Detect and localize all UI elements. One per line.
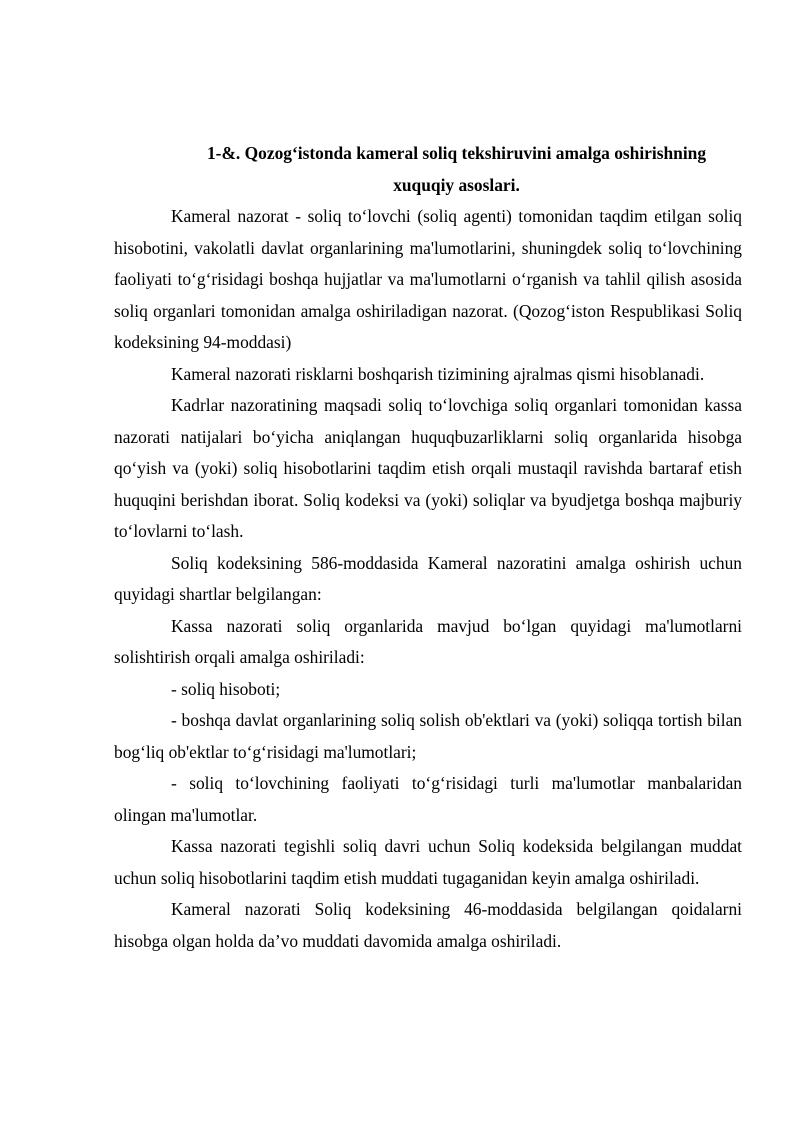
paragraph-article-46: Kameral nazorati Soliq kodeksining 46-moddasida belgilangan qoidalarni hisobga olgan holda da’vo muddati davomida amalga oshiriladi. (114, 899, 742, 951)
section-heading-line-1: 1-&. Qozog‘istonda kameral soliq tekshiruvini amalga oshirishning (206, 143, 707, 163)
paragraph-article-586: Soliq kodeksining 586-moddasida Kameral nazoratini amalga oshirish uchun quyidagi shartlar belgilangan: (114, 552, 742, 604)
list-item-state-bodies-data: - boshqa davlat organlarining soliq solish ob'ektlari va (yoki) soliqqa tortish bilan bog‘liq ob'ektlar to‘g‘risidagi ma'lumotlari; (114, 710, 742, 762)
paragraph-kameral-definition: Kameral nazorat - soliq to‘lovchi (soliq agenti) tomonidan taqdim etilgan soliq hisobotini, vakolatli davlat organlarining ma'lumotlarini, shuningdek soliq to‘lovchining faoliyati to‘g‘risidagi boshqa hujjatlar va ma'lumotlarni o‘rganish va tahlil qilish asosida soliq organlari tomonidan amalga oshiriladigan nazorat. (Qozog‘iston Respublikasi Soliq kodeksining 94-moddasi) (114, 206, 742, 352)
document-body (114, 138, 742, 957)
paragraph-deadline: Kassa nazorati tegishli soliq davri uchun Soliq kodeksida belgilangan muddat uchun soliq hisobotlarini taqdim etish muddati tugaganidan keyin amalga oshiriladi. (114, 836, 742, 888)
paragraph-comparison-data: Kassa nazorati soliq organlarida mavjud bo‘lgan quyidagi ma'lumotlarni solishtirish orqali amalga oshiriladi: (114, 615, 742, 667)
paragraph-control-purpose: Kadrlar nazoratining maqsadi soliq to‘lovchiga soliq organlari tomonidan kassa nazorati natijalari bo‘yicha aniqlangan huquqbuzarliklarni soliq organlarida hisobga qo‘yish va (yoki) soliq hisobotlarini taqdim etish orqali mustaqil ravishda bartaraf etish huquqini berishdan iborat. Soliq kodeksi va (yoki) soliqlar va byudjetga boshqa majburiy to‘lovlarni to‘lash. (114, 395, 742, 541)
list-item-taxpayer-sources: - soliq to‘lovchining faoliyati to‘g‘risidagi turli ma'lumotlar manbalaridan olingan ma'lumotlar. (114, 773, 742, 825)
section-heading-line-2: xuquqiy asoslari. (393, 174, 520, 195)
section-heading (114, 138, 742, 201)
list-item-tax-report: - soliq hisoboti; (171, 678, 281, 699)
paragraph-risk-management: Kameral nazorati risklarni boshqarish tizimining ajralmas qismi hisoblanadi. (171, 363, 705, 384)
